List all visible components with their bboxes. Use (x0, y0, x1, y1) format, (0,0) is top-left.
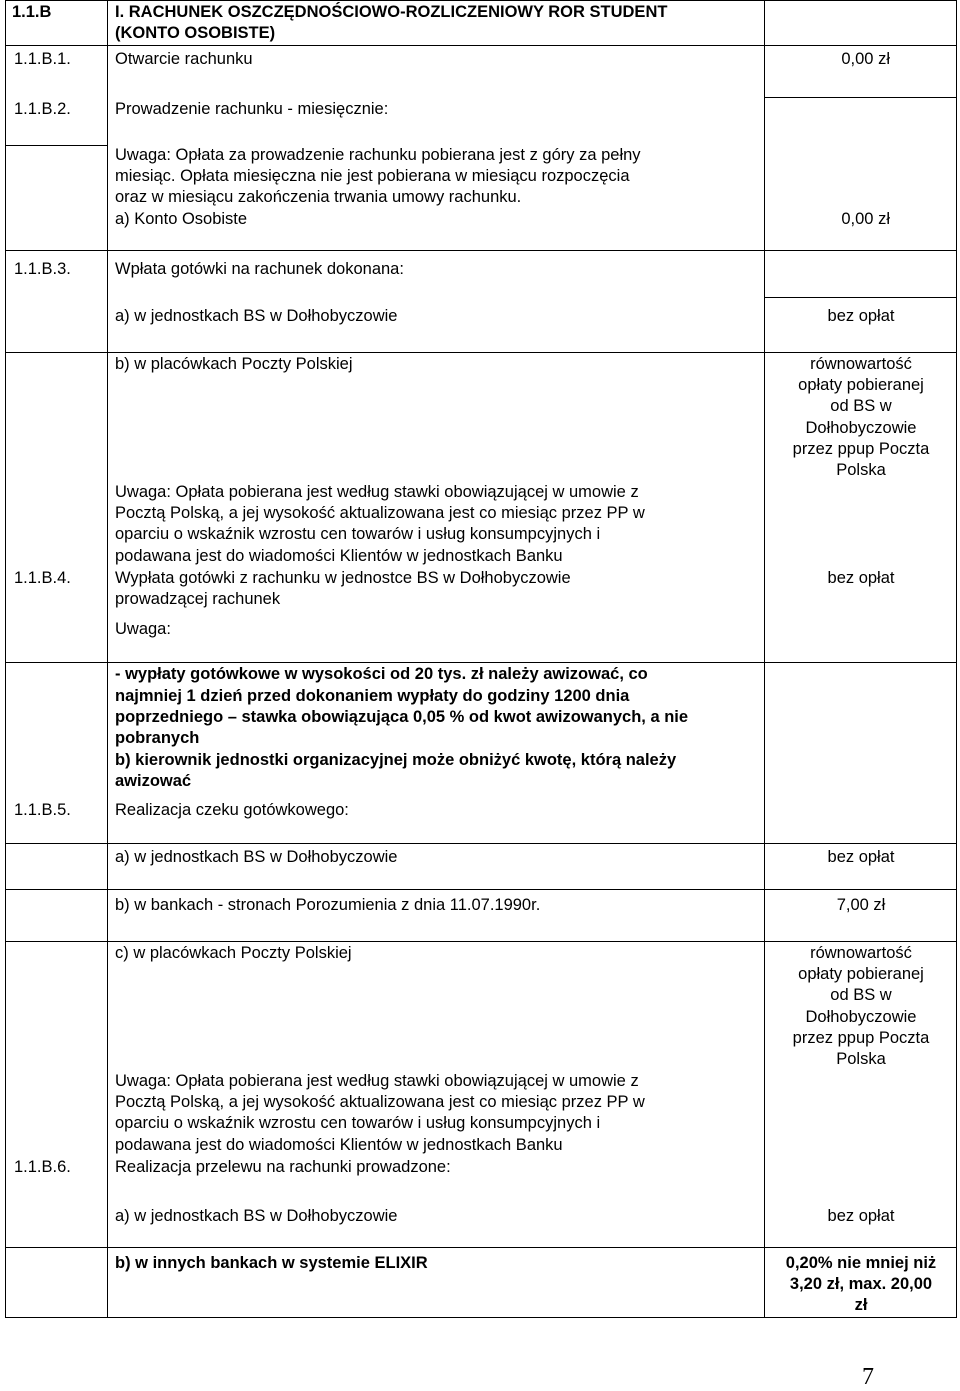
row-label: Prowadzenie rachunku - miesięcznie: (115, 100, 389, 118)
row-code: 1.1.B.5. (14, 801, 71, 819)
section-title-cont: (KONTO OSOBISTE) (115, 24, 276, 42)
sub-label: b) w bankach - stronach Porozumienia z dnia 11.07.1990r. (115, 896, 541, 914)
row-label: Realizacja czeku gotówkowego: (115, 801, 349, 819)
note-line: oraz w miesiącu zakończenia trwania umowy rachunku. (115, 188, 522, 206)
fee-line: 3,20 zł, max. 20,00 (789, 1275, 933, 1293)
row-line (5, 889, 957, 890)
row-line (5, 843, 957, 844)
row-line (5, 45, 957, 46)
row-line (764, 97, 957, 98)
fee-line: 0,20% nie mniej niż (785, 1254, 937, 1272)
row-label: Realizacja przelewu na rachunki prowadzone: (115, 1158, 451, 1176)
fee-line: równowartość (810, 355, 912, 373)
row-label-cont: prowadzącej rachunek (115, 590, 281, 608)
sub-fee: 7,00 zł (836, 896, 886, 914)
row-line (5, 1317, 957, 1318)
fee-line: Dołhobyczowie (805, 419, 917, 437)
fee-line: przez ppup Poczta (792, 1029, 930, 1047)
sub-fee: bez opłat (827, 307, 895, 325)
fee-line: równowartość (810, 944, 912, 962)
section-title: I. RACHUNEK OSZCZĘDNOŚCIOWO-ROZLICZENIOWY ROR STUDENT (115, 3, 668, 21)
fee-line: Polska (836, 1050, 886, 1068)
row-line (5, 1247, 957, 1248)
row-fee: 0,00 zł (841, 50, 890, 68)
note-line: Uwaga: Opłata za prowadzenie rachunku pobierana jest z góry za pełny (115, 146, 641, 164)
fee-line: od BS w (830, 397, 892, 415)
row-line (5, 352, 957, 353)
row-label: Otwarcie rachunku (115, 50, 253, 68)
table-divider-code (107, 0, 108, 1318)
row-label: Wypłata gotówki z rachunku w jednostce BS w Dołhobyczowie (115, 569, 571, 587)
note-line: poprzedniego – stawka obowiązująca 0,05 % od kwot awizowanych, a nie (115, 708, 689, 726)
row-label: Wpłata gotówki na rachunek dokonana: (115, 260, 404, 278)
row-fee: bez opłat (827, 569, 895, 587)
sub-label: c) w placówkach Poczty Polskiej (115, 944, 352, 962)
sub-label: a) w jednostkach BS w Dołhobyczowie (115, 307, 398, 325)
table-border-left (5, 0, 6, 1318)
note-line: oparciu o wskaźnik wzrostu cen towarów i usług konsumpcyjnych i (115, 1114, 601, 1132)
row-line (5, 145, 107, 146)
sub-label: b) w placówkach Poczty Polskiej (115, 355, 353, 373)
row-code: 1.1.B.3. (14, 260, 71, 278)
note-heading: Uwaga: (115, 620, 171, 638)
sub-label: b) w innych bankach w systemie ELIXIR (115, 1254, 428, 1272)
note-line: Uwaga: Opłata pobierana jest według stawki obowiązującej w umowie z (115, 483, 639, 501)
fee-line: przez ppup Poczta (792, 440, 930, 458)
note-line: podawana jest do wiadomości Klientów w jednostkach Banku (115, 547, 563, 565)
row-line (5, 941, 957, 942)
table-border-right (956, 0, 957, 1318)
row-code: 1.1.B.6. (14, 1158, 71, 1176)
sub-fee: bez opłat (827, 1207, 895, 1225)
fee-line: od BS w (830, 986, 892, 1004)
fee-line: opłaty pobieranej (798, 965, 924, 983)
row-line (5, 250, 957, 251)
sub-label: a) w jednostkach BS w Dołhobyczowie (115, 1207, 398, 1225)
row-line (764, 297, 957, 298)
row-line (5, 662, 957, 663)
note-line: b) kierownik jednostki organizacyjnej może obniżyć kwotę, którą należy (115, 751, 677, 769)
row-code: 1.1.B.2. (14, 100, 71, 118)
note-line: miesiąc. Opłata miesięczna nie jest pobierana w miesiącu rozpoczęcia (115, 167, 630, 185)
row-code: 1.1.B.1. (14, 50, 71, 68)
sub-fee: bez opłat (827, 848, 895, 866)
note-line: Uwaga: Opłata pobierana jest według stawki obowiązującej w umowie z (115, 1072, 639, 1090)
note-line: awizować (115, 772, 192, 790)
fee-line: opłaty pobieranej (798, 376, 924, 394)
row-line (5, 0, 957, 1)
fee-line: Polska (836, 461, 886, 479)
page-number: 7 (862, 1364, 874, 1390)
note-line: pobranych (115, 729, 200, 747)
note-line: Pocztą Polską, a jej wysokość aktualizowana jest co miesiąc przez PP w (115, 504, 645, 522)
fee-line: Dołhobyczowie (805, 1008, 917, 1026)
row-code: 1.1.B.4. (14, 569, 71, 587)
note-line: najmniej 1 dzień przed dokonaniem wypłaty do godziny 1200 dnia (115, 687, 630, 705)
table-divider-fee (764, 0, 765, 1318)
note-line: - wypłaty gotówkowe w wysokości od 20 tys. zł należy awizować, co (115, 665, 648, 683)
sub-fee: 0,00 zł (841, 210, 890, 228)
note-line: oparciu o wskaźnik wzrostu cen towarów i usług konsumpcyjnych i (115, 525, 601, 543)
sub-label: a) Konto Osobiste (115, 210, 248, 228)
section-code: 1.1.B (12, 3, 52, 21)
note-line: podawana jest do wiadomości Klientów w jednostkach Banku (115, 1136, 563, 1154)
note-line: Pocztą Polską, a jej wysokość aktualizowana jest co miesiąc przez PP w (115, 1093, 645, 1111)
fee-line: zł (854, 1296, 868, 1314)
sub-label: a) w jednostkach BS w Dołhobyczowie (115, 848, 398, 866)
